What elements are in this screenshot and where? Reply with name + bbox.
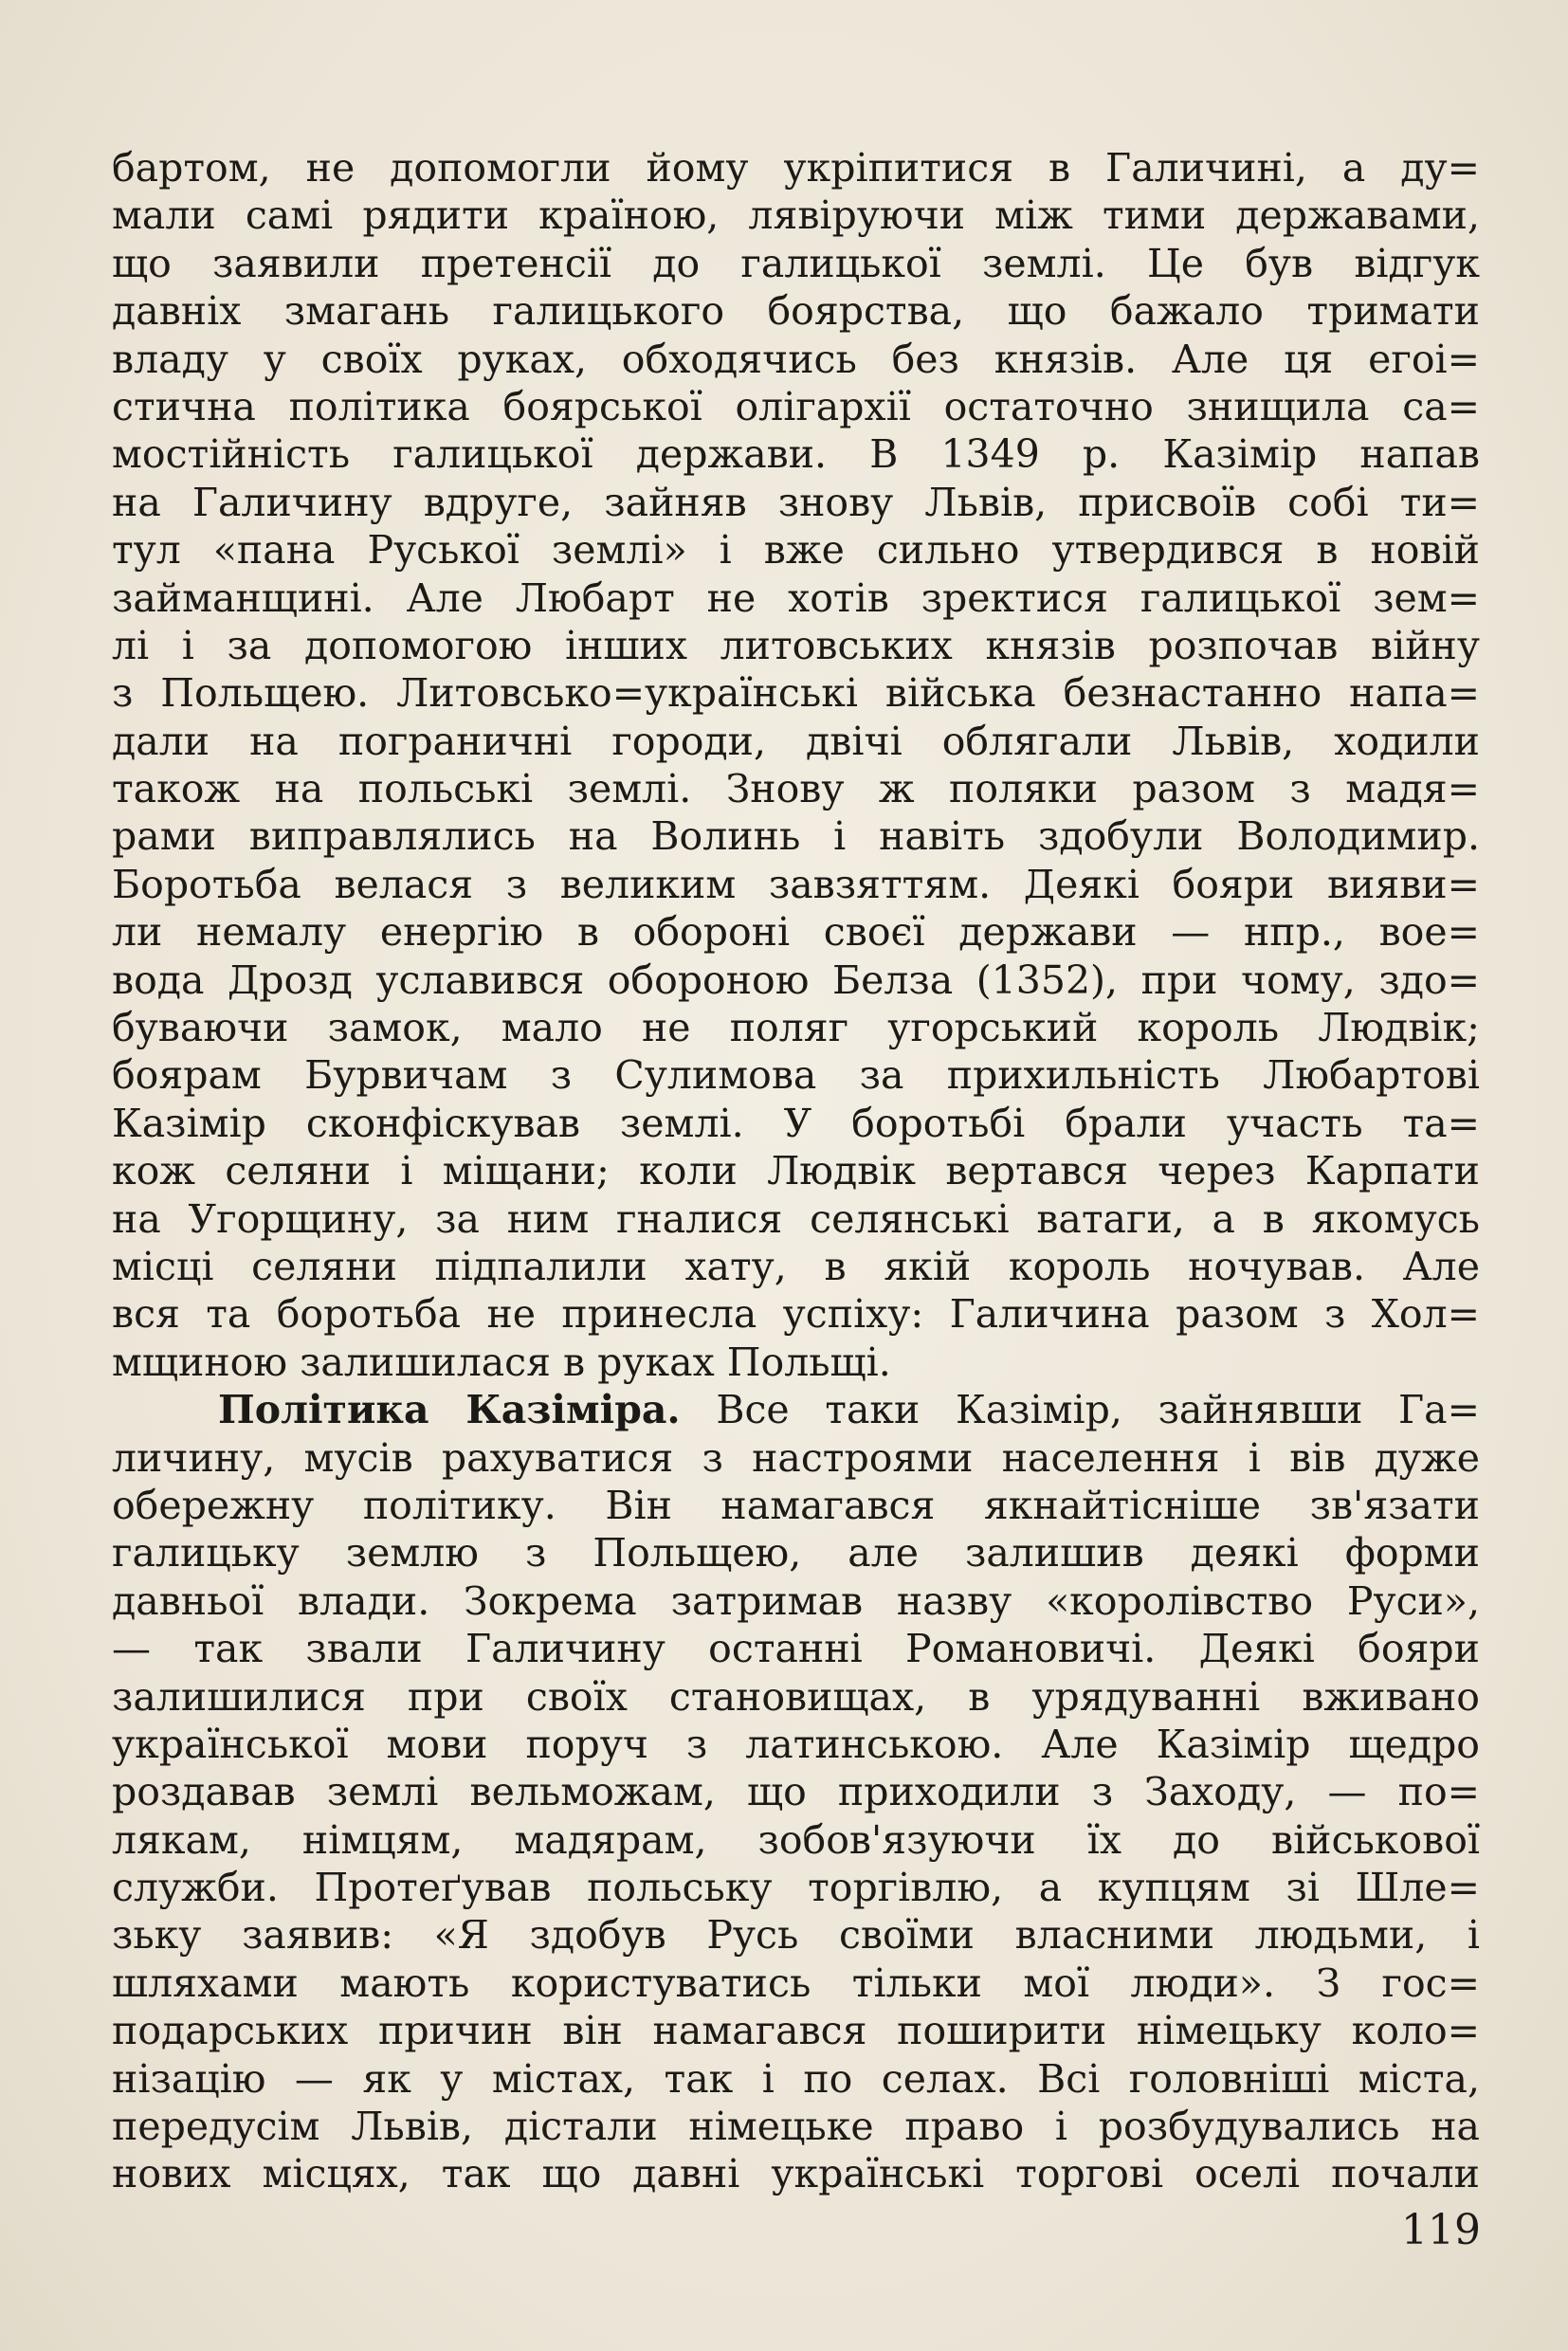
text-line: на Угорщину, за ним гналися селянські ватаги, а в якомусь xyxy=(112,1195,1480,1242)
page-number: 119 xyxy=(1401,2206,1481,2254)
text-line: ли немалу енергію в обороні своєї держави — нпр., вое= xyxy=(112,909,1480,956)
text-line: боярам Бурвичам з Сулимова за прихильність Любартові xyxy=(112,1052,1480,1099)
text-line: стична політика боярської олігархії остаточно знищила са= xyxy=(112,383,1480,429)
text-line: займанщині. Але Любарт не хотів зректися галицької зем= xyxy=(112,574,1480,621)
text-line: служби. Протеґував польську торгівлю, а купцям зі Шле= xyxy=(112,1865,1480,1911)
text-line: передусім Львів, дістали німецьке право і розбудувались на xyxy=(112,2104,1480,2150)
text-line: давньої влади. Зокрема затримав назву «королівство Руси», xyxy=(112,1577,1480,1624)
text-line: Казімір сконфіскував землі. У боротьбі брали участь та= xyxy=(112,1100,1480,1146)
text-line: роздавав землі вельможам, що приходили з Заходу, — по= xyxy=(112,1769,1480,1815)
text-line: тул «пана Руської землі» і вже сильно утвердився в новій xyxy=(112,527,1480,574)
text-line: нізацію — як у містах, так і по селах. Всі головніші міста, xyxy=(112,2055,1480,2102)
section-heading: Політика Казіміра. xyxy=(218,1387,681,1433)
text-line: вода Дрозд уславився обороною Белза (1352), при чому, здо= xyxy=(112,957,1480,1003)
text-line: на Галичину вдруге, зайняв знову Львів, присвоїв собі ти= xyxy=(112,479,1480,525)
text-line: шляхами мають користуватись тільки мої люди». З гос= xyxy=(112,1959,1480,2006)
paragraph-2 xyxy=(112,1386,1480,2198)
text-line: дали на пограничні городи, двічі облягали Львів, ходили xyxy=(112,718,1480,764)
text-line: кож селяни і міщани; коли Людвік вертався через Карпати xyxy=(112,1148,1480,1194)
text-line: подарських причин він намагався поширити німецьку коло= xyxy=(112,2008,1480,2054)
text-line: лякам, німцям, мадярам, зобов'язуючи їх до військової xyxy=(112,1816,1480,1863)
text-line: залишилися при своїх становищах, в урядуванні вживано xyxy=(112,1673,1480,1720)
paragraph-1 xyxy=(112,144,1480,1386)
text-line xyxy=(112,1386,1480,1433)
body-text xyxy=(112,144,1480,2198)
text-line: мали самі рядити країною, лявіруючи між тими державами, xyxy=(112,192,1480,239)
text-line: галицьку землю з Польщею, але залишив деякі форми xyxy=(112,1530,1480,1576)
text-line: личину, мусів рахуватися з настроями населення і вів дуже xyxy=(112,1434,1480,1481)
text-line: рами виправлялись на Волинь і навіть здобули Володимир. xyxy=(112,813,1480,860)
text-line: зьку заявив: «Я здобув Русь своїми власними людьми, і xyxy=(112,1912,1480,1959)
text-line: з Польщею. Литовсько=українські війська безнастанно напа= xyxy=(112,670,1480,717)
text-line: Боротьба велася з великим завзяттям. Деякі бояри вияви= xyxy=(112,861,1480,907)
text-line: також на польські землі. Знову ж поляки разом з мадя= xyxy=(112,766,1480,812)
text-line: мщиною залишилася в руках Польщі. xyxy=(112,1339,891,1385)
text-line: буваючи замок, мало не поляг угорський король Людвік; xyxy=(112,1005,1480,1051)
heading-line-text: Все таки Казімір, зайнявши Га= xyxy=(680,1387,1480,1433)
text-line: давніх змагань галицького боярства, що бажало тримати xyxy=(112,288,1480,335)
text-line: бартом, не допомогли йому укріпитися в Галичині, а ду= xyxy=(112,145,1480,191)
text-line: вся та боротьба не принесла успіху: Галичина разом з Хол= xyxy=(112,1291,1480,1338)
text-line: владу у своїх руках, обходячись без князів. Але ця егоі= xyxy=(112,336,1480,382)
text-line: української мови поруч з латинською. Але Казімір щедро xyxy=(112,1721,1480,1767)
text-line: що заявили претенсії до галицької землі. Це був відгук xyxy=(112,240,1480,286)
text-line: місці селяни підпалили хату, в якій король ночував. Але xyxy=(112,1243,1480,1289)
text-line: — так звали Галичину останні Романовичі. Деякі бояри xyxy=(112,1626,1480,1672)
text-line: лі і за допомогою інших литовських князів розпочав війну xyxy=(112,622,1480,668)
text-line: обережну політику. Він намагався якнайтісніше зв'язати xyxy=(112,1482,1480,1528)
text-line: нових місцях, так що давні українські торгові оселі почали xyxy=(112,2151,1480,2197)
text-line: мостійність галицької держави. В 1349 р. Казімір напав xyxy=(112,431,1480,478)
